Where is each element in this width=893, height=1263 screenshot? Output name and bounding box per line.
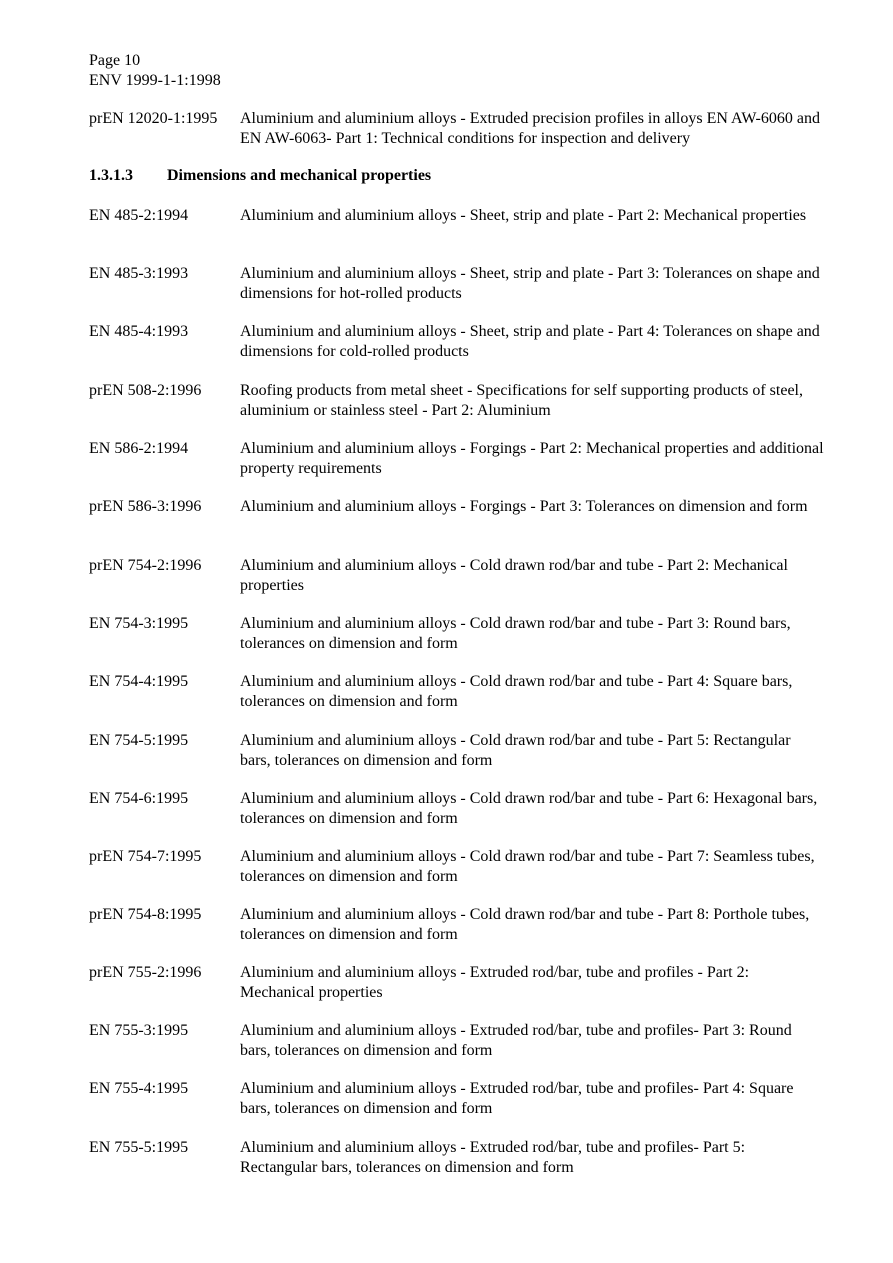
standard-code: EN 754-5:1995	[89, 732, 189, 749]
standard-code: prEN 12020-1:1995	[89, 110, 218, 127]
standard-code: EN 755-5:1995	[89, 1139, 189, 1156]
standard-title: Aluminium and aluminium alloys - Cold drawn rod/bar and tube - Part 4: Square bars, tolerances on dimension and form	[240, 673, 793, 710]
standard-code: EN 586-2:1994	[89, 440, 189, 457]
standard-code: prEN 754-8:1995	[89, 906, 202, 923]
standard-code: EN 485-3:1993	[89, 265, 189, 282]
standard-title: Aluminium and aluminium alloys - Forgings - Part 3: Tolerances on dimension and form	[240, 498, 808, 515]
standard-title: Aluminium and aluminium alloys - Sheet, strip and plate - Part 4: Tolerances on shape and dimensions for cold-rolled products	[240, 323, 820, 360]
standard-title: Aluminium and aluminium alloys - Extruded rod/bar, tube and profiles- Part 5: Rectangular bars, tolerances on dimension and form	[240, 1139, 746, 1176]
standard-code: EN 755-4:1995	[89, 1080, 189, 1097]
standard-title: Aluminium and aluminium alloys - Extruded precision profiles in alloys EN AW-6060 and EN AW-6063- Part 1: Technical conditions for inspection and delivery	[240, 110, 820, 147]
standard-title: Aluminium and aluminium alloys - Cold drawn rod/bar and tube - Part 8: Porthole tubes, tolerances on dimension and form	[240, 906, 810, 943]
standard-title: Aluminium and aluminium alloys - Cold drawn rod/bar and tube - Part 2: Mechanical properties	[240, 557, 788, 594]
standard-title: Roofing products from metal sheet - Specifications for self supporting products of steel, aluminium or stainless steel - Part 2: Aluminium	[240, 382, 803, 419]
standard-title: Aluminium and aluminium alloys - Cold drawn rod/bar and tube - Part 5: Rectangular bars, tolerances on dimension and form	[240, 732, 791, 769]
document-reference: ENV 1999-1-1:1998	[89, 71, 221, 89]
standard-code: EN 754-6:1995	[89, 790, 189, 807]
standard-code: EN 485-4:1993	[89, 323, 189, 340]
standard-code: EN 754-3:1995	[89, 615, 189, 632]
standard-code: prEN 755-2:1996	[89, 964, 202, 981]
standard-title: Aluminium and aluminium alloys - Cold drawn rod/bar and tube - Part 7: Seamless tubes, tolerances on dimension and form	[240, 848, 815, 885]
standard-code: prEN 754-7:1995	[89, 848, 202, 865]
standard-code: prEN 754-2:1996	[89, 557, 202, 574]
section-heading	[89, 166, 431, 186]
standard-title: Aluminium and aluminium alloys - Sheet, strip and plate - Part 2: Mechanical properties	[240, 207, 807, 224]
section-number: 1.3.1.3	[89, 167, 133, 184]
standard-title: Aluminium and aluminium alloys - Extruded rod/bar, tube and profiles - Part 2: Mechanical properties	[240, 964, 750, 1001]
standard-title: Aluminium and aluminium alloys - Forgings - Part 2: Mechanical properties and additional property requirements	[240, 440, 824, 477]
section-title: Dimensions and mechanical properties	[167, 167, 432, 184]
standard-title: Aluminium and aluminium alloys - Sheet, strip and plate - Part 3: Tolerances on shape and dimensions for hot-rolled products	[240, 265, 820, 302]
page-number: Page 10	[89, 52, 141, 69]
standard-code: prEN 508-2:1996	[89, 382, 202, 399]
standard-title: Aluminium and aluminium alloys - Extruded rod/bar, tube and profiles- Part 3: Round bars, tolerances on dimension and form	[240, 1022, 792, 1059]
standard-code: EN 754-4:1995	[89, 673, 189, 690]
standard-title: Aluminium and aluminium alloys - Cold drawn rod/bar and tube - Part 6: Hexagonal bars, tolerances on dimension and form	[240, 790, 818, 827]
standard-code: EN 755-3:1995	[89, 1022, 189, 1039]
standard-title: Aluminium and aluminium alloys - Cold drawn rod/bar and tube - Part 3: Round bars, tolerances on dimension and form	[240, 615, 791, 652]
standard-code: EN 485-2:1994	[89, 207, 189, 224]
standard-title: Aluminium and aluminium alloys - Extruded rod/bar, tube and profiles- Part 4: Square bars, tolerances on dimension and form	[240, 1080, 794, 1117]
page-header	[89, 51, 221, 90]
standard-code: prEN 586-3:1996	[89, 498, 202, 515]
